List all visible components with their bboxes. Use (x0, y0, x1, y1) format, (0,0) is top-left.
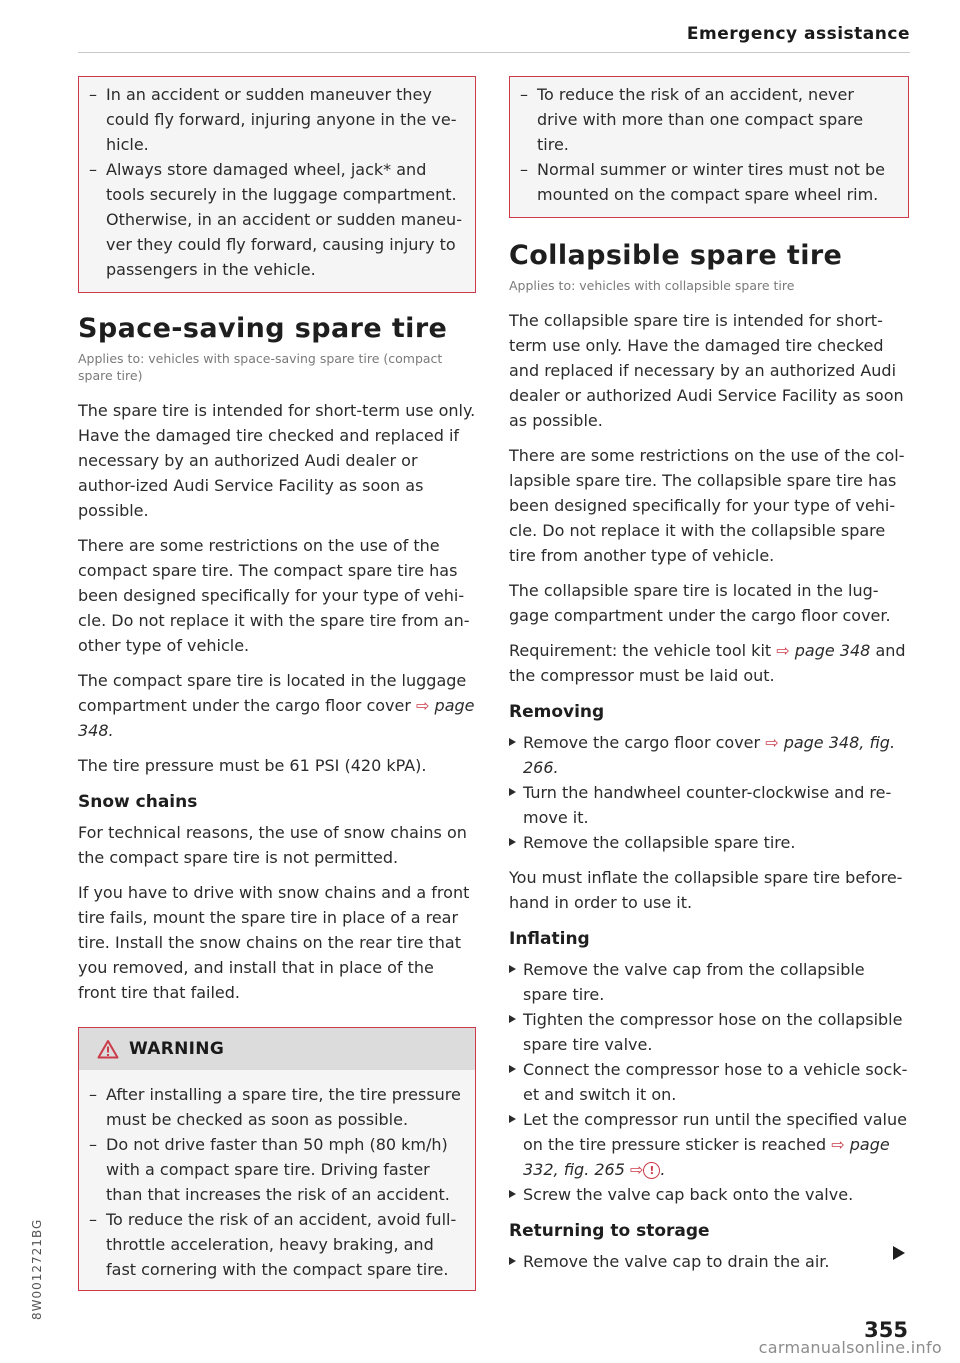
warning-item-text: After installing a spare tire, the tire pressure must be checked as soon as possible. (106, 1085, 461, 1129)
step-bullet-icon (509, 1115, 516, 1123)
paragraph (78, 668, 476, 743)
warning-continued-text: In an accident or sudden maneuver they could fly forward, injuring anyone in the ve-hicle. (106, 85, 457, 154)
step-item (509, 1182, 909, 1207)
right-column (509, 76, 909, 1274)
page-reference-text: page 348 (78, 696, 475, 740)
section-title-space-saving: Space-saving spare tire (78, 313, 448, 344)
dash-glyph: – (89, 160, 97, 179)
paragraph: For technical reasons, the use of snow chains on the compact spare tire is not permitted. (78, 823, 467, 867)
applies-to-note: Applies to: vehicles with space-saving spare tire (compact spare tire) (78, 351, 443, 383)
step-item (509, 730, 909, 780)
warning-item (79, 1207, 475, 1282)
paragraph (509, 638, 909, 688)
step-item (509, 1107, 909, 1182)
warning-body (79, 1070, 475, 1290)
warning-continued-box (78, 76, 476, 293)
step-bullet-icon (509, 738, 516, 746)
warning-continued-item (510, 157, 908, 207)
warning-triangle-icon (97, 1039, 119, 1059)
step-text: Connect the compressor hose to a vehicle sock-et and switch it on. (523, 1060, 908, 1104)
step-item (509, 957, 909, 1007)
paragraph: The collapsible spare tire is located in the lug-gage compartment under the cargo floor cover. (509, 581, 891, 625)
dash-glyph: – (520, 85, 528, 104)
left-column (78, 76, 476, 1291)
watermark: carmanualsonline.info (758, 1338, 942, 1357)
xref-arrow-icon: ⇨ (416, 696, 430, 715)
running-header-title: Emergency assistance (686, 24, 910, 44)
warning-item (79, 1132, 475, 1207)
subheading-snow-chains: Snow chains (78, 792, 198, 812)
warning-item-text: To reduce the risk of an accident, avoid full-throttle acceleration, heavy braking, and fast cornering with the compact spare tire. (106, 1210, 457, 1279)
caution-icon: ! (643, 1162, 660, 1179)
step-text: Remove the valve cap to drain the air. (523, 1252, 830, 1271)
dash-glyph: – (89, 1085, 97, 1104)
paragraph: There are some restrictions on the use of the col-lapsible spare tire. The collapsible spare tire has been designed specifically for your type of vehi-cle. Do not replace it with the collapsible spare tire from another type of vehicle. (509, 446, 905, 565)
page-number: 355 (864, 1318, 908, 1342)
section-title-collapsible: Collapsible spare tire (509, 240, 843, 271)
step-text: Tighten the compressor hose on the collapsible spare tire valve. (523, 1010, 903, 1054)
paragraph: If you have to drive with snow chains and a front tire fails, mount the spare tire in place of a rear tire. Install the snow chains on the rear tire that you removed, and install that in place of the front tire that failed. (78, 883, 470, 1002)
paragraph: The spare tire is intended for short-term use only. Have the damaged tire checked and replaced if necessary by an authorized Audi dealer or author-ized Audi Service Facility as soon as possible. (78, 401, 476, 520)
document-code: 8W0012721BG (30, 1218, 44, 1320)
step-item (509, 1057, 909, 1107)
page-reference-text: page 332, fig. 265 (523, 1135, 890, 1179)
page-reference-link[interactable]: ⇨ page 348. (78, 696, 475, 740)
step-text: Turn the handwheel counter-clockwise and re-move it. (523, 783, 892, 827)
warning-header (79, 1028, 475, 1070)
header-rule (78, 52, 910, 53)
paragraph: The collapsible spare tire is intended for short-term use only. Have the damaged tire checked and replaced if necessary by an authorized Audi dealer or authorized Audi Service Facility as soon as possible. (509, 311, 904, 430)
warning-continued-item (79, 82, 475, 157)
dash-glyph: – (89, 1210, 97, 1229)
caution-reference-link[interactable]: ⇨ ! . (630, 1160, 666, 1179)
warning-continued-text: To reduce the risk of an accident, never drive with more than one compact spare tire. (537, 85, 864, 154)
step-text: Screw the valve cap back onto the valve. (523, 1185, 854, 1204)
warning-continued-item (510, 82, 908, 157)
step-bullet-icon (509, 1257, 516, 1265)
paragraph: There are some restrictions on the use of the compact spare tire. The compact spare tire has been designed specifically for your type of vehi-cle. Do not replace it with the spare tire from an-other type of vehicle. (78, 536, 470, 655)
warning-item (79, 1082, 475, 1132)
xref-arrow-icon: ⇨ (765, 733, 779, 752)
paragraph-text: The compact spare tire is located in the luggage compartment under the cargo floor cover (78, 671, 467, 715)
step-item (509, 1249, 909, 1274)
step-item (509, 830, 909, 855)
step-bullet-icon (509, 788, 516, 796)
subheading-inflating: Inflating (509, 929, 590, 949)
page-reference-link[interactable] (776, 641, 870, 660)
warning-continued-text: Always store damaged wheel, jack* and tools securely in the luggage compartment. Otherwise, in an accident or sudden maneu-ver they could fly forward, causing injury to passengers in the vehicle. (106, 160, 462, 279)
xref-arrow-icon: ⇨ (776, 641, 790, 660)
step-item (509, 1007, 909, 1057)
paragraph-text: Requirement: the vehicle tool kit (509, 641, 772, 660)
subheading-returning-to-storage: Returning to storage (509, 1221, 710, 1241)
dash-glyph: – (89, 85, 97, 104)
step-bullet-icon (509, 1065, 516, 1073)
page-reference-text: page 348, fig. 266 (523, 733, 896, 777)
paragraph: You must inflate the collapsible spare tire before-hand in order to use it. (509, 868, 903, 912)
subheading-removing: Removing (509, 702, 605, 722)
paragraph-text: and the compressor must be laid out. (509, 641, 906, 685)
step-text: Remove the collapsible spare tire. (523, 833, 796, 852)
warning-label: WARNING (129, 1039, 225, 1059)
dash-glyph: – (520, 160, 528, 179)
continue-arrow-icon (893, 1246, 905, 1260)
xref-arrow-icon: ⇨ (831, 1135, 845, 1154)
dash-glyph: – (89, 1135, 97, 1154)
page-reference-link[interactable]: ⇨ page 348, fig. 266. (523, 733, 896, 777)
step-text: Let the compressor run until the specified value on the tire pressure sticker is reached (523, 1110, 907, 1154)
step-item (509, 780, 909, 830)
paragraph: The tire pressure must be 61 PSI (420 kPA). (78, 756, 427, 775)
warning-continued-item (79, 157, 475, 282)
warning-item-text: Do not drive faster than 50 mph (80 km/h) with a compact spare tire. Driving faster than that increases the risk of an accident. (106, 1135, 450, 1204)
warning-continued-box (509, 76, 909, 218)
applies-to-note: Applies to: vehicles with collapsible spare tire (509, 278, 795, 293)
step-bullet-icon (509, 965, 516, 973)
step-bullet-icon (509, 1015, 516, 1023)
xref-arrow-icon: ⇨ (630, 1160, 644, 1179)
step-bullet-icon (509, 838, 516, 846)
page-reference-text: page 348 (794, 641, 871, 660)
step-text: Remove the cargo floor cover (523, 733, 761, 752)
warning-continued-text: Normal summer or winter tires must not be mounted on the compact spare wheel rim. (537, 160, 885, 204)
warning-box (78, 1027, 476, 1291)
step-bullet-icon (509, 1190, 516, 1198)
step-text: Remove the valve cap from the collapsible spare tire. (523, 960, 865, 1004)
